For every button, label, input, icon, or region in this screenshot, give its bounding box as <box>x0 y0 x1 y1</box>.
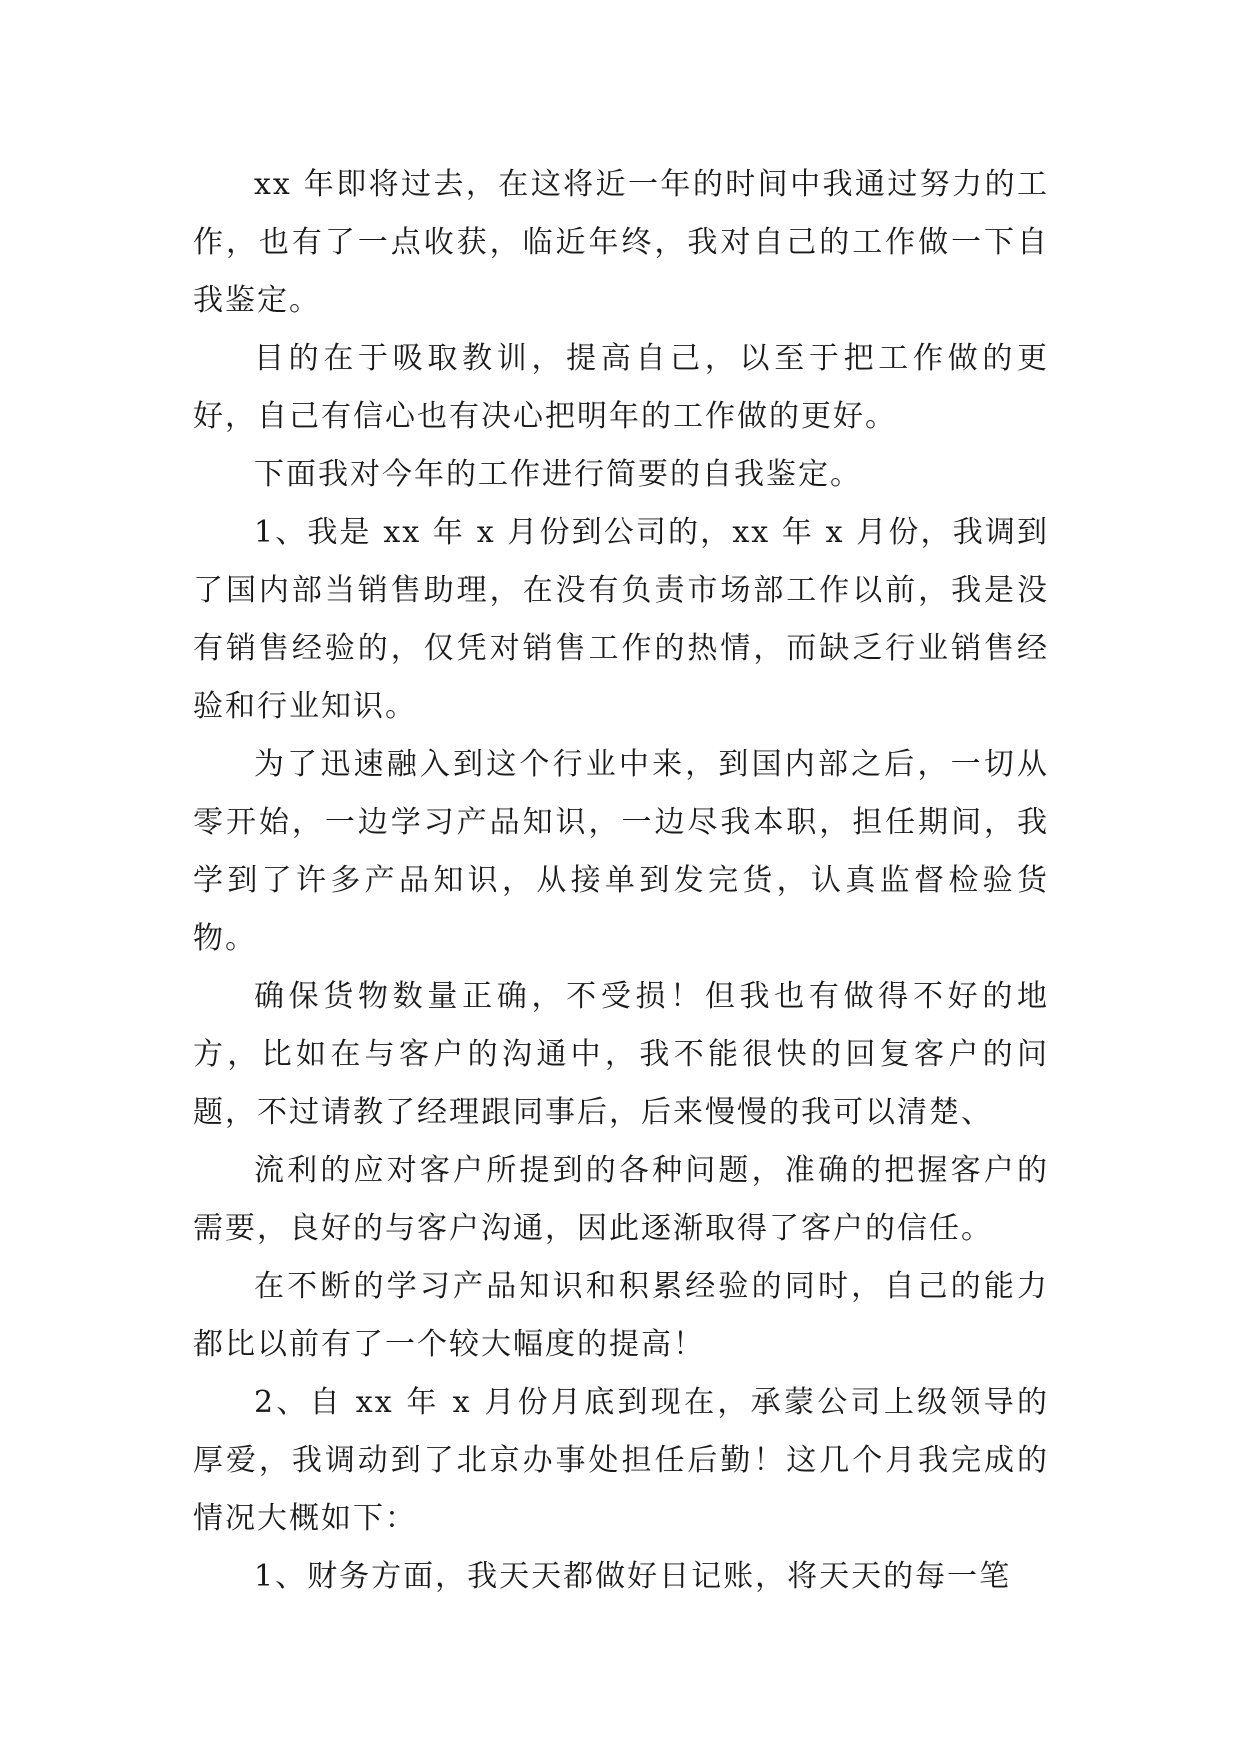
paragraph-5: 为了迅速融入到这个行业中来，到国内部之后，一切从零开始，一边学习产品知识，一边尽我本职，担任期间，我学到了许多产品知识，从接单到发完货，认真监督检验货物。 <box>193 747 1049 956</box>
paragraph-10: 1、财务方面，我天天都做好日记账，将天天的每一笔 <box>254 1559 1012 1594</box>
paragraph-6: 确保货物数量正确，不受损！但我也有做得不好的地方，比如在与客户的沟通中，我不能很快的回复客户的问题，不过请教了经理跟同事后，后来慢慢的我可以清楚、 <box>193 979 1049 1130</box>
paragraph-3: 下面我对今年的工作进行简要的自我鉴定。 <box>254 457 862 492</box>
paragraph-8: 在不断的学习产品知识和积累经验的同时，自己的能力都比以前有了一个较大幅度的提高！ <box>193 1269 1049 1362</box>
paragraph-1: xx 年即将过去，在这将近一年的时间中我通过努力的工作，也有了一点收获，临近年终，我对自己的工作做一下自我鉴定。 <box>193 167 1049 318</box>
paragraph-9: 2、自 xx 年 x 月份月底到现在，承蒙公司上级领导的厚爱，我调动到了北京办事处担任后勤！这几个月我完成的情况大概如下： <box>193 1385 1049 1536</box>
paragraph-2: 目的在于吸取教训，提高自己，以至于把工作做的更好，自己有信心也有决心把明年的工作做的更好。 <box>193 341 1049 434</box>
paragraph-7: 流利的应对客户所提到的各种问题，准确的把握客户的需要，良好的与客户沟通，因此逐渐取得了客户的信任。 <box>193 1153 1049 1246</box>
paragraph-4: 1、我是 xx 年 x 月份到公司的，xx 年 x 月份，我调到了国内部当销售助理，在没有负责市场部工作以前，我是没有销售经验的，仅凭对销售工作的热情，而缺乏行业销售经验和行业知识。 <box>193 515 1049 724</box>
document-body <box>193 156 1049 1606</box>
